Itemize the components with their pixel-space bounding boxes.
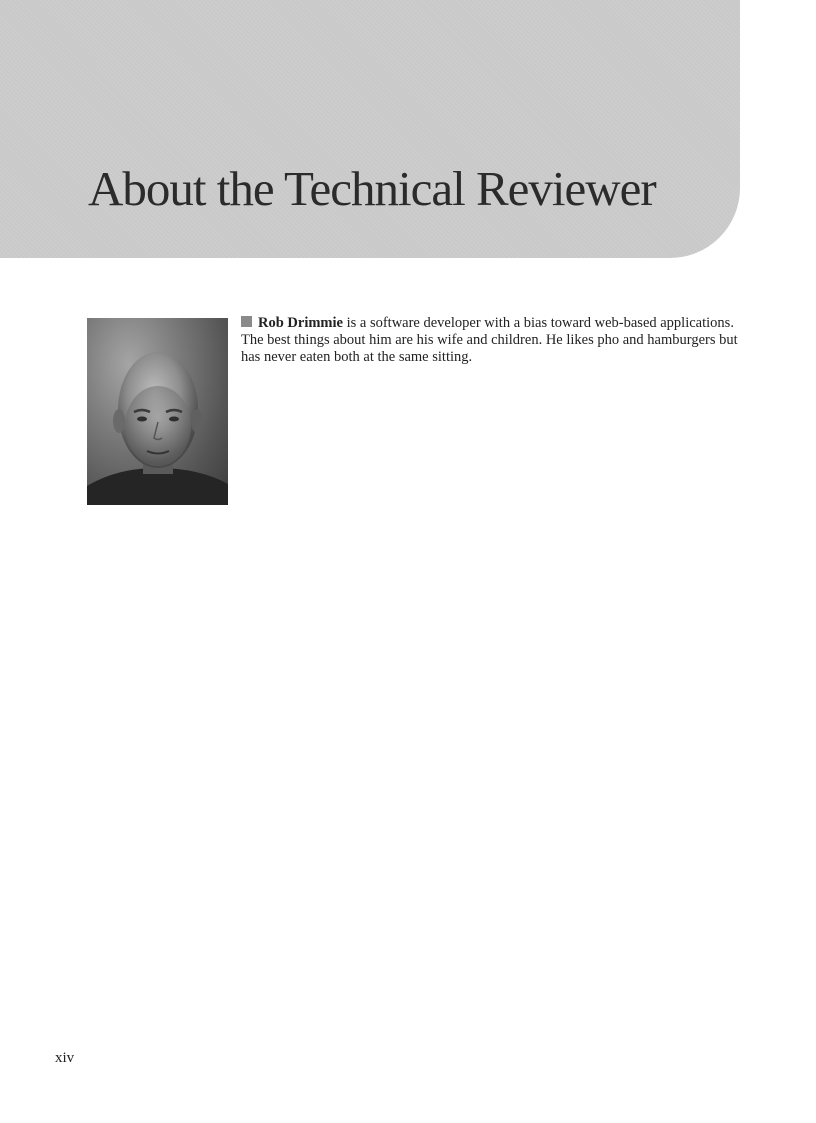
reviewer-photo: [87, 318, 228, 505]
chapter-header-band: [0, 0, 740, 258]
reviewer-name: Rob Drimmie: [258, 315, 343, 331]
reviewer-bio: [241, 315, 741, 366]
portrait-photo-icon: [87, 318, 228, 505]
reviewer-bio-text: is a software developer with a bias toward web-based applications. The best things about him are his wife and children. He likes pho and hamburgers but has never eaten both at the same sitting.: [241, 315, 738, 365]
bullet-square-icon: [241, 316, 252, 327]
page-number: xiv: [55, 1050, 75, 1066]
page-title: About the Technical Reviewer: [88, 161, 656, 216]
